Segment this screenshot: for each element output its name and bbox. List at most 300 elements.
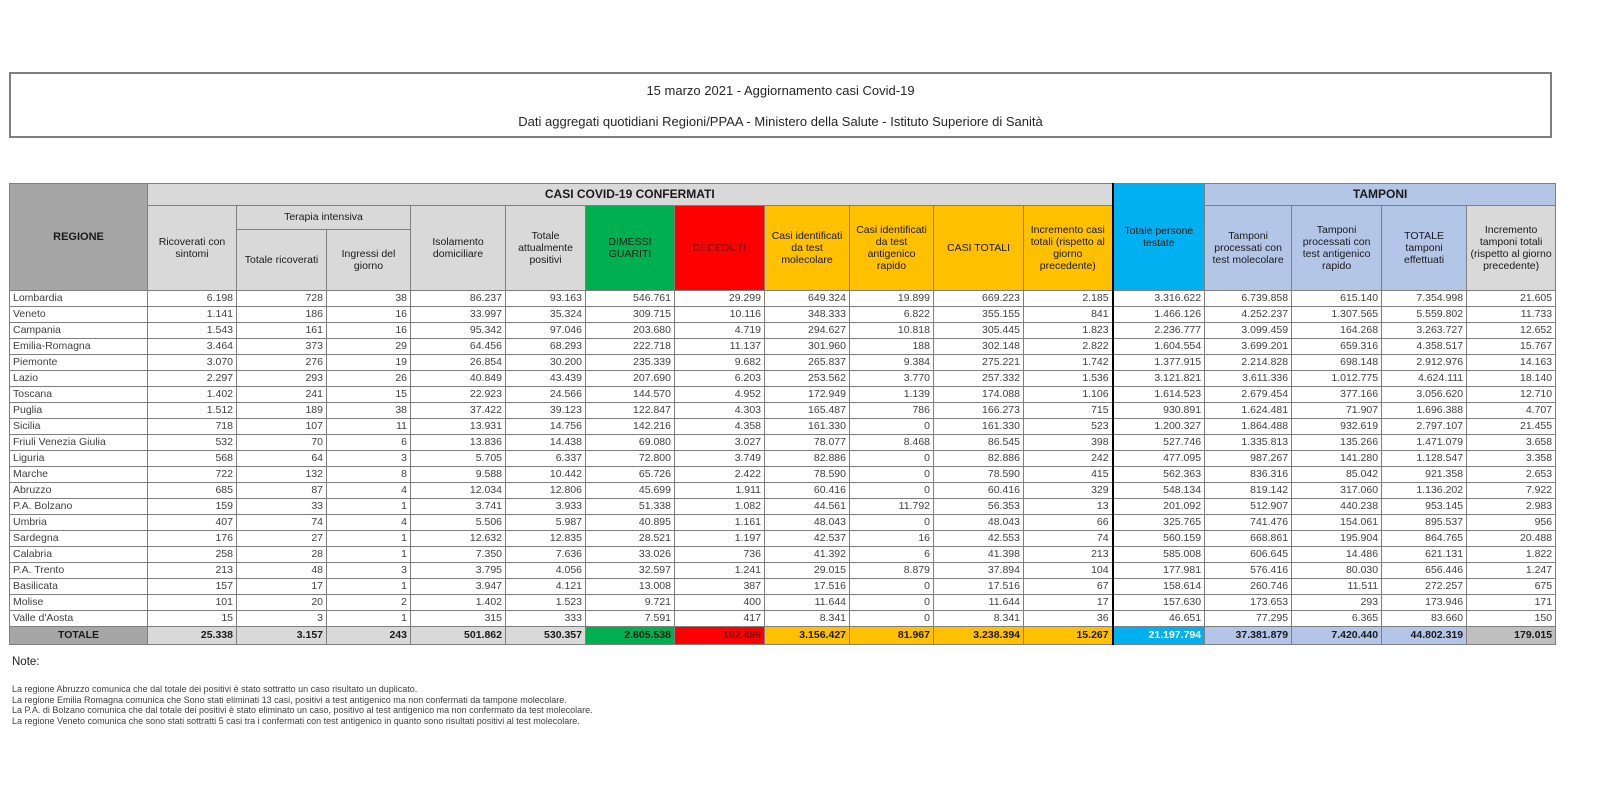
totals-cell: 81.967	[850, 627, 934, 645]
note-line: La regione Abruzzo comunica che dal totale dei positivi è stato sottratto un caso risultato un duplicato.	[12, 684, 418, 694]
data-cell: 171	[1467, 595, 1556, 611]
header-attualmente-positivi: Totale attualmente positivi	[506, 206, 586, 291]
totals-cell: 3.238.394	[934, 627, 1024, 645]
data-cell: 1.136.202	[1382, 483, 1467, 499]
data-cell: 585.008	[1113, 547, 1205, 563]
data-cell: 3.947	[411, 579, 506, 595]
report-title: 15 marzo 2021 - Aggiornamento casi Covid-19	[646, 83, 915, 98]
data-cell: 43.439	[506, 371, 586, 387]
note-line: La P.A. di Bolzano comunica che dal totale dei positivi è stato eliminato un caso, positivo al test antigenico ma non confermato da test molecolare.	[12, 705, 593, 715]
data-cell: 4.358.517	[1382, 339, 1467, 355]
data-cell: 14.438	[506, 435, 586, 451]
data-cell: 3.121.821	[1113, 371, 1205, 387]
data-cell: 8.879	[850, 563, 934, 579]
table-row	[10, 579, 1556, 595]
data-cell: 11.733	[1467, 307, 1556, 323]
data-cell: 213	[1024, 547, 1113, 563]
table-row	[10, 435, 1556, 451]
notes-heading: Note:	[12, 656, 40, 668]
data-cell: 0	[850, 595, 934, 611]
data-cell: 257.332	[934, 371, 1024, 387]
data-cell: 60.416	[765, 483, 850, 499]
data-cell: 407	[148, 515, 237, 531]
data-cell: 203.680	[586, 323, 675, 339]
data-cell: 46.651	[1113, 611, 1205, 627]
data-cell: 222.718	[586, 339, 675, 355]
data-cell: 122.847	[586, 403, 675, 419]
data-cell: 1.402	[148, 387, 237, 403]
data-cell: 3.056.620	[1382, 387, 1467, 403]
data-cell: 819.142	[1205, 483, 1292, 499]
data-cell: 40.849	[411, 371, 506, 387]
data-cell: 16	[850, 531, 934, 547]
data-cell: 786	[850, 403, 934, 419]
data-cell: 6.337	[506, 451, 586, 467]
data-cell: 7.350	[411, 547, 506, 563]
data-cell: 68.293	[506, 339, 586, 355]
data-cell: 1.197	[675, 531, 765, 547]
data-cell: 675	[1467, 579, 1556, 595]
data-cell: 9.588	[411, 467, 506, 483]
data-cell: 276	[237, 355, 327, 371]
table-row	[10, 419, 1556, 435]
data-cell: 301.960	[765, 339, 850, 355]
data-cell: 272.257	[1382, 579, 1467, 595]
data-cell: 1.128.547	[1382, 451, 1467, 467]
data-cell: 728	[237, 291, 327, 307]
data-cell: 258	[148, 547, 237, 563]
table-row	[10, 307, 1556, 323]
region-name: P.A. Bolzano	[10, 499, 148, 515]
data-cell: 1.377.915	[1113, 355, 1205, 371]
header-casi-antigenico: Casi identificati da test antigenico rapido	[850, 206, 934, 291]
data-cell: 65.726	[586, 467, 675, 483]
data-cell: 387	[675, 579, 765, 595]
data-cell: 44.561	[765, 499, 850, 515]
data-cell: 3.316.622	[1113, 291, 1205, 307]
region-name: Abruzzo	[10, 483, 148, 499]
data-cell: 9.721	[586, 595, 675, 611]
data-cell: 562.363	[1113, 467, 1205, 483]
totals-cell: 179.015	[1467, 627, 1556, 645]
data-cell: 527.746	[1113, 435, 1205, 451]
region-name: Umbria	[10, 515, 148, 531]
table-row	[10, 291, 1556, 307]
data-cell: 30.200	[506, 355, 586, 371]
data-cell: 29.015	[765, 563, 850, 579]
table-row	[10, 563, 1556, 579]
data-cell: 512.907	[1205, 499, 1292, 515]
data-cell: 9.682	[675, 355, 765, 371]
data-cell: 64	[237, 451, 327, 467]
data-cell: 8.341	[934, 611, 1024, 627]
data-cell: 213	[148, 563, 237, 579]
region-name: Veneto	[10, 307, 148, 323]
data-cell: 33	[237, 499, 327, 515]
data-cell: 4.707	[1467, 403, 1556, 419]
data-cell: 17.516	[765, 579, 850, 595]
data-cell: 3.658	[1467, 435, 1556, 451]
data-cell: 668.861	[1205, 531, 1292, 547]
data-cell: 3.611.336	[1205, 371, 1292, 387]
data-cell: 0	[850, 483, 934, 499]
notes-list	[12, 684, 593, 726]
data-cell: 265.837	[765, 355, 850, 371]
data-cell: 42.553	[934, 531, 1024, 547]
data-cell: 477.095	[1113, 451, 1205, 467]
data-cell: 1.200.327	[1113, 419, 1205, 435]
data-cell: 20	[237, 595, 327, 611]
data-cell: 5.987	[506, 515, 586, 531]
region-name: Liguria	[10, 451, 148, 467]
data-cell: 3.770	[850, 371, 934, 387]
data-cell: 5.705	[411, 451, 506, 467]
header-tamponi-molecolare: Tamponi processati con test molecolare	[1205, 206, 1292, 291]
data-cell: 329	[1024, 483, 1113, 499]
data-cell: 305.445	[934, 323, 1024, 339]
data-cell: 348.333	[765, 307, 850, 323]
data-cell: 3	[327, 563, 411, 579]
data-cell: 3.795	[411, 563, 506, 579]
data-cell: 5.559.802	[1382, 307, 1467, 323]
data-cell: 568	[148, 451, 237, 467]
data-cell: 1.139	[850, 387, 934, 403]
data-cell: 1.523	[506, 595, 586, 611]
data-cell: 7.922	[1467, 483, 1556, 499]
totals-label: TOTALE	[10, 627, 148, 645]
table-row	[10, 547, 1556, 563]
data-cell: 260.746	[1205, 579, 1292, 595]
data-cell: 373	[237, 339, 327, 355]
data-cell: 1.512	[148, 403, 237, 419]
data-cell: 2.422	[675, 467, 765, 483]
data-cell: 4.303	[675, 403, 765, 419]
data-cell: 3.099.459	[1205, 323, 1292, 339]
data-cell: 40.895	[586, 515, 675, 531]
data-cell: 560.159	[1113, 531, 1205, 547]
data-cell: 736	[675, 547, 765, 563]
data-cell: 659.316	[1292, 339, 1382, 355]
data-cell: 161	[237, 323, 327, 339]
data-cell: 85.042	[1292, 467, 1382, 483]
data-cell: 10.818	[850, 323, 934, 339]
data-cell: 159	[148, 499, 237, 515]
data-cell: 1.696.388	[1382, 403, 1467, 419]
data-cell: 82.886	[934, 451, 1024, 467]
data-cell: 415	[1024, 467, 1113, 483]
header-terapia-intensiva: Terapia intensiva	[237, 206, 411, 230]
table-row	[10, 323, 1556, 339]
data-cell: 9.384	[850, 355, 934, 371]
data-cell: 21.455	[1467, 419, 1556, 435]
data-cell: 8.468	[850, 435, 934, 451]
table-row	[10, 451, 1556, 467]
data-cell: 864.765	[1382, 531, 1467, 547]
data-cell: 1.161	[675, 515, 765, 531]
data-cell: 67	[1024, 579, 1113, 595]
data-cell: 1	[327, 611, 411, 627]
totals-cell: 44.802.319	[1382, 627, 1467, 645]
data-cell: 177.981	[1113, 563, 1205, 579]
data-cell: 19.899	[850, 291, 934, 307]
region-name: Piemonte	[10, 355, 148, 371]
header-casi-molecolare: Casi identificati da test molecolare	[765, 206, 850, 291]
data-cell: 8	[327, 467, 411, 483]
totals-cell: 15.267	[1024, 627, 1113, 645]
data-cell: 24.566	[506, 387, 586, 403]
data-cell: 189	[237, 403, 327, 419]
data-cell: 6.822	[850, 307, 934, 323]
data-cell: 1.543	[148, 323, 237, 339]
header-regione: REGIONE	[10, 184, 148, 291]
data-cell: 74	[1024, 531, 1113, 547]
data-cell: 12.835	[506, 531, 586, 547]
data-cell: 27	[237, 531, 327, 547]
data-cell: 29	[327, 339, 411, 355]
data-cell: 157.630	[1113, 595, 1205, 611]
data-cell: 293	[1292, 595, 1382, 611]
data-cell: 841	[1024, 307, 1113, 323]
region-name: Lazio	[10, 371, 148, 387]
data-cell: 440.238	[1292, 499, 1382, 515]
data-cell: 158.614	[1113, 579, 1205, 595]
data-cell: 275.221	[934, 355, 1024, 371]
data-cell: 2.214.828	[1205, 355, 1292, 371]
note-line: La regione Emilia Romagna comunica che Sono stati eliminati 13 casi, positivi a test antigenico ma non confermati da tampone molecolare.	[12, 694, 567, 705]
data-cell: 1.082	[675, 499, 765, 515]
region-name: Sicilia	[10, 419, 148, 435]
region-name: Puglia	[10, 403, 148, 419]
data-cell: 144.570	[586, 387, 675, 403]
data-cell: 11	[327, 419, 411, 435]
data-cell: 86.545	[934, 435, 1024, 451]
data-cell: 1	[327, 579, 411, 595]
data-cell: 932.619	[1292, 419, 1382, 435]
data-cell: 1.911	[675, 483, 765, 499]
data-cell: 11.137	[675, 339, 765, 355]
report-subtitle: Dati aggregati quotidiani Regioni/PPAA - Ministero della Salute - Istituto Superiore di Sanità	[518, 114, 1043, 129]
data-cell: 22.923	[411, 387, 506, 403]
data-cell: 1.624.481	[1205, 403, 1292, 419]
data-cell: 45.699	[586, 483, 675, 499]
data-cell: 7.636	[506, 547, 586, 563]
data-cell: 48.043	[934, 515, 1024, 531]
data-cell: 26.854	[411, 355, 506, 371]
data-cell: 78.590	[934, 467, 1024, 483]
data-cell: 195.904	[1292, 531, 1382, 547]
data-cell: 12.632	[411, 531, 506, 547]
data-cell: 161.330	[765, 419, 850, 435]
data-cell: 12.710	[1467, 387, 1556, 403]
data-cell: 16	[327, 323, 411, 339]
data-cell: 107	[237, 419, 327, 435]
data-cell: 987.267	[1205, 451, 1292, 467]
data-cell: 293	[237, 371, 327, 387]
data-cell: 836.316	[1205, 467, 1292, 483]
data-cell: 78.077	[765, 435, 850, 451]
data-cell: 3.263.727	[1382, 323, 1467, 339]
data-cell: 3	[237, 611, 327, 627]
data-cell: 5.506	[411, 515, 506, 531]
data-cell: 656.446	[1382, 563, 1467, 579]
data-cell: 26	[327, 371, 411, 387]
data-cell: 29.299	[675, 291, 765, 307]
data-cell: 165.487	[765, 403, 850, 419]
header-deceduti: DECEDUTI	[675, 206, 765, 291]
data-cell: 3.749	[675, 451, 765, 467]
data-cell: 74	[237, 515, 327, 531]
data-cell: 14.756	[506, 419, 586, 435]
data-cell: 66	[1024, 515, 1113, 531]
data-cell: 253.562	[765, 371, 850, 387]
data-cell: 355.155	[934, 307, 1024, 323]
note-line: La regione Veneto comunica che sono stati sottratti 5 casi tra i confermati con test antigenico in quanto sono risultati positivi al test molecolare.	[12, 715, 580, 726]
data-cell: 21.605	[1467, 291, 1556, 307]
region-name: Marche	[10, 467, 148, 483]
data-cell: 722	[148, 467, 237, 483]
data-cell: 2.297	[148, 371, 237, 387]
data-cell: 11.792	[850, 499, 934, 515]
data-cell: 698.148	[1292, 355, 1382, 371]
data-cell: 741.476	[1205, 515, 1292, 531]
data-cell: 1.614.523	[1113, 387, 1205, 403]
totals-cell: 37.381.879	[1205, 627, 1292, 645]
data-cell: 51.338	[586, 499, 675, 515]
data-cell: 12.652	[1467, 323, 1556, 339]
data-cell: 649.324	[765, 291, 850, 307]
data-cell: 37.422	[411, 403, 506, 419]
data-cell: 82.886	[765, 451, 850, 467]
data-cell: 18.140	[1467, 371, 1556, 387]
data-cell: 186	[237, 307, 327, 323]
totals-cell: 3.157	[237, 627, 327, 645]
data-cell: 1.822	[1467, 547, 1556, 563]
data-cell: 235.339	[586, 355, 675, 371]
data-cell: 97.046	[506, 323, 586, 339]
data-cell: 1.402	[411, 595, 506, 611]
data-cell: 38	[327, 403, 411, 419]
data-cell: 4.056	[506, 563, 586, 579]
totals-cell: 530.357	[506, 627, 586, 645]
data-cell: 72.800	[586, 451, 675, 467]
table-row	[10, 515, 1556, 531]
data-cell: 20.488	[1467, 531, 1556, 547]
table-row	[10, 339, 1556, 355]
data-cell: 0	[850, 515, 934, 531]
region-name: Valle d'Aosta	[10, 611, 148, 627]
data-cell: 4.624.111	[1382, 371, 1467, 387]
data-cell: 176	[148, 531, 237, 547]
data-cell: 12.806	[506, 483, 586, 499]
notes-section	[12, 656, 593, 726]
data-cell: 132	[237, 467, 327, 483]
data-cell: 930.891	[1113, 403, 1205, 419]
data-cell: 12.034	[411, 483, 506, 499]
data-cell: 69.080	[586, 435, 675, 451]
data-cell: 17.516	[934, 579, 1024, 595]
data-cell: 718	[148, 419, 237, 435]
totals-cell: 3.156.427	[765, 627, 850, 645]
header-totale-tamponi: TOTALE tamponi effettuati	[1382, 206, 1467, 291]
data-cell: 135.266	[1292, 435, 1382, 451]
data-cell: 71.907	[1292, 403, 1382, 419]
data-cell: 17	[237, 579, 327, 595]
table-row	[10, 499, 1556, 515]
data-cell: 161.330	[934, 419, 1024, 435]
data-cell: 37.894	[934, 563, 1024, 579]
data-cell: 0	[850, 579, 934, 595]
data-cell: 1	[327, 499, 411, 515]
data-cell: 173.946	[1382, 595, 1467, 611]
data-cell: 1.335.813	[1205, 435, 1292, 451]
table-body	[10, 291, 1556, 645]
data-cell: 77.295	[1205, 611, 1292, 627]
data-cell: 13.931	[411, 419, 506, 435]
data-cell: 42.537	[765, 531, 850, 547]
data-cell: 80.030	[1292, 563, 1382, 579]
header-ricoverati-sintomi: Ricoverati con sintomi	[148, 206, 237, 291]
data-cell: 10.116	[675, 307, 765, 323]
data-cell: 93.163	[506, 291, 586, 307]
data-cell: 39.123	[506, 403, 586, 419]
data-cell: 1.247	[1467, 563, 1556, 579]
region-name: Molise	[10, 595, 148, 611]
data-cell: 1.241	[675, 563, 765, 579]
data-cell: 38	[327, 291, 411, 307]
data-cell: 87	[237, 483, 327, 499]
data-cell: 8.341	[765, 611, 850, 627]
data-cell: 715	[1024, 403, 1113, 419]
data-cell: 1	[327, 547, 411, 563]
data-cell: 669.223	[934, 291, 1024, 307]
data-cell: 11.644	[765, 595, 850, 611]
data-cell: 41.398	[934, 547, 1024, 563]
data-cell: 2.983	[1467, 499, 1556, 515]
data-cell: 48	[237, 563, 327, 579]
header-totale-ricoverati: Totale ricoverati	[237, 230, 327, 291]
data-cell: 317.060	[1292, 483, 1382, 499]
data-cell: 14.163	[1467, 355, 1556, 371]
totals-cell: 21.197.794	[1113, 627, 1205, 645]
data-cell: 28	[237, 547, 327, 563]
region-name: Friuli Venezia Giulia	[10, 435, 148, 451]
totals-cell: 25.338	[148, 627, 237, 645]
data-cell: 4.719	[675, 323, 765, 339]
data-cell: 104	[1024, 563, 1113, 579]
data-cell: 19	[327, 355, 411, 371]
data-cell: 3.741	[411, 499, 506, 515]
data-cell: 60.416	[934, 483, 1024, 499]
region-name: Emilia-Romagna	[10, 339, 148, 355]
data-cell: 0	[850, 611, 934, 627]
data-cell: 83.660	[1382, 611, 1467, 627]
data-cell: 13.836	[411, 435, 506, 451]
table-row	[10, 483, 1556, 499]
data-cell: 546.761	[586, 291, 675, 307]
data-cell: 13.008	[586, 579, 675, 595]
data-cell: 15	[327, 387, 411, 403]
data-cell: 895.537	[1382, 515, 1467, 531]
data-cell: 11.511	[1292, 579, 1382, 595]
table-row	[10, 355, 1556, 371]
region-name: Sardegna	[10, 531, 148, 547]
region-name: Toscana	[10, 387, 148, 403]
data-cell: 166.273	[934, 403, 1024, 419]
data-cell: 6.198	[148, 291, 237, 307]
region-name: Calabria	[10, 547, 148, 563]
data-cell: 2.236.777	[1113, 323, 1205, 339]
totals-cell: 243	[327, 627, 411, 645]
